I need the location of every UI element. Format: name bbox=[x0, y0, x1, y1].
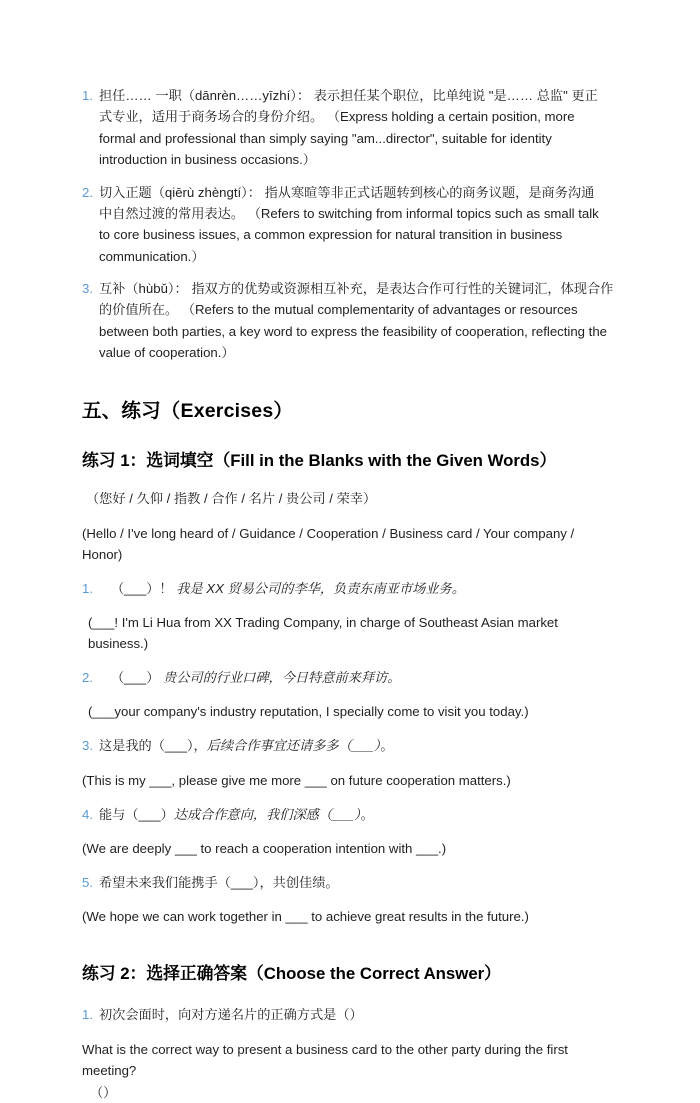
vocabulary-item bbox=[82, 182, 618, 268]
question-text-prefix: （___）！ bbox=[111, 580, 177, 596]
vocabulary-item-text: 担任…… 一职（dānrèn……yīzhí）： 表示担任某个职位，比单纯说 "是…… 总监" 更正式专业，适用于商务场合的身份介绍。 （Express holding a certain position, more formal and professional than simply saying "am...director", suitable for identity introduction in business occasions.） bbox=[99, 88, 598, 168]
vocabulary-item bbox=[82, 85, 618, 171]
section-heading-exercises: 五、练习（Exercises） bbox=[82, 399, 294, 422]
question-text-suffix: 。 bbox=[360, 806, 374, 822]
exercise-1-question-english: (This is my ___, please give me more ___ on future cooperation matters.) bbox=[82, 772, 511, 788]
question-number: 5. bbox=[82, 874, 93, 890]
question-answer-blank: （） bbox=[90, 1084, 117, 1100]
vocabulary-item bbox=[82, 278, 618, 364]
vocabulary-list bbox=[82, 85, 618, 364]
exercise-2-question-chinese bbox=[82, 1004, 618, 1025]
vocabulary-item-text: 切入正题（qiērù zhèngtí）： 指从寒暄等非正式话题转到核心的商务议题，是商务沟通中自然过渡的常用表达。 （Refers to switching from informal topics such as small talk to core business issues, a common expression for natural transition in business communication.） bbox=[99, 184, 599, 264]
question-text-italic: 后续合作事宜还请多多（___） bbox=[206, 738, 381, 754]
question-text-prefix: 希望未来我们能携手（___），共创佳绩。 bbox=[99, 874, 339, 890]
question-text-italic: 达成合作意向，我们深感（___） bbox=[173, 806, 361, 822]
question-text-prefix: 能与（___） bbox=[99, 806, 174, 822]
list-number: 2. bbox=[82, 184, 93, 200]
exercise-2-heading: 练习 2：选择正确答案（Choose the Correct Answer） bbox=[82, 964, 501, 984]
question-number: 1. bbox=[82, 1006, 93, 1022]
question-number: 3. bbox=[82, 738, 93, 754]
question-text: 初次会面时，向对方递名片的正确方式是（） bbox=[99, 1006, 363, 1022]
question-text-prefix: 这是我的（___）， bbox=[99, 738, 207, 754]
question-number: 2. bbox=[82, 670, 93, 686]
exercise-1-question-chinese bbox=[82, 735, 618, 756]
exercise-2-question-english bbox=[82, 1039, 618, 1103]
question-english-main: What is the correct way to present a business card to the other party during the first meeting? bbox=[82, 1042, 568, 1079]
question-text-italic: 贵公司的行业口碑，今日特意前来拜访。 bbox=[163, 670, 401, 686]
question-text-italic: 我是 XX 贸易公司的李华，负责东南亚市场业务。 bbox=[176, 580, 465, 596]
question-number: 1. bbox=[82, 580, 93, 596]
question-text-suffix: 。 bbox=[380, 738, 394, 754]
exercise-1-question-english: (We are deeply ___ to reach a cooperation intention with ___.) bbox=[82, 840, 447, 856]
exercise-1-heading: 练习 1：选词填空（Fill in the Blanks with the Given Words） bbox=[82, 450, 557, 470]
exercise-1-question-chinese bbox=[82, 667, 618, 688]
exercise-1-question-chinese bbox=[82, 872, 618, 893]
list-number: 3. bbox=[82, 281, 93, 296]
exercise-1-question-chinese bbox=[82, 578, 618, 599]
word-bank-english: (Hello / I've long heard of / Guidance / Cooperation / Business card / Your company / Honor) bbox=[82, 525, 575, 562]
question-text-prefix: （___） bbox=[111, 670, 164, 686]
list-number: 1. bbox=[82, 88, 93, 103]
exercise-1-question-english: (We hope we can work together in ___ to achieve great results in the future.) bbox=[82, 909, 529, 925]
exercise-1-question-chinese bbox=[82, 804, 618, 825]
exercise-1-question-english: (___! I'm Li Hua from XX Trading Company, in charge of Southeast Asian market business.) bbox=[88, 614, 558, 652]
vocabulary-item-text: 互补（hùbǔ）： 指双方的优势或资源相互补充，是表达合作可行性的关键词汇，体现合作的价值所在。 （Refers to the mutual complementarity of advantages or resources between both parties, a key word to express the feasibility of cooperation, reflecting the value of cooperation.） bbox=[99, 281, 614, 361]
question-number: 4. bbox=[82, 806, 93, 822]
exercise-1-question-english: (___your company's industry reputation, I specially come to visit you today.) bbox=[88, 704, 529, 720]
word-bank-chinese: （您好 / 久仰 / 指教 / 合作 / 名片 / 贵公司 / 荣幸） bbox=[86, 491, 377, 507]
